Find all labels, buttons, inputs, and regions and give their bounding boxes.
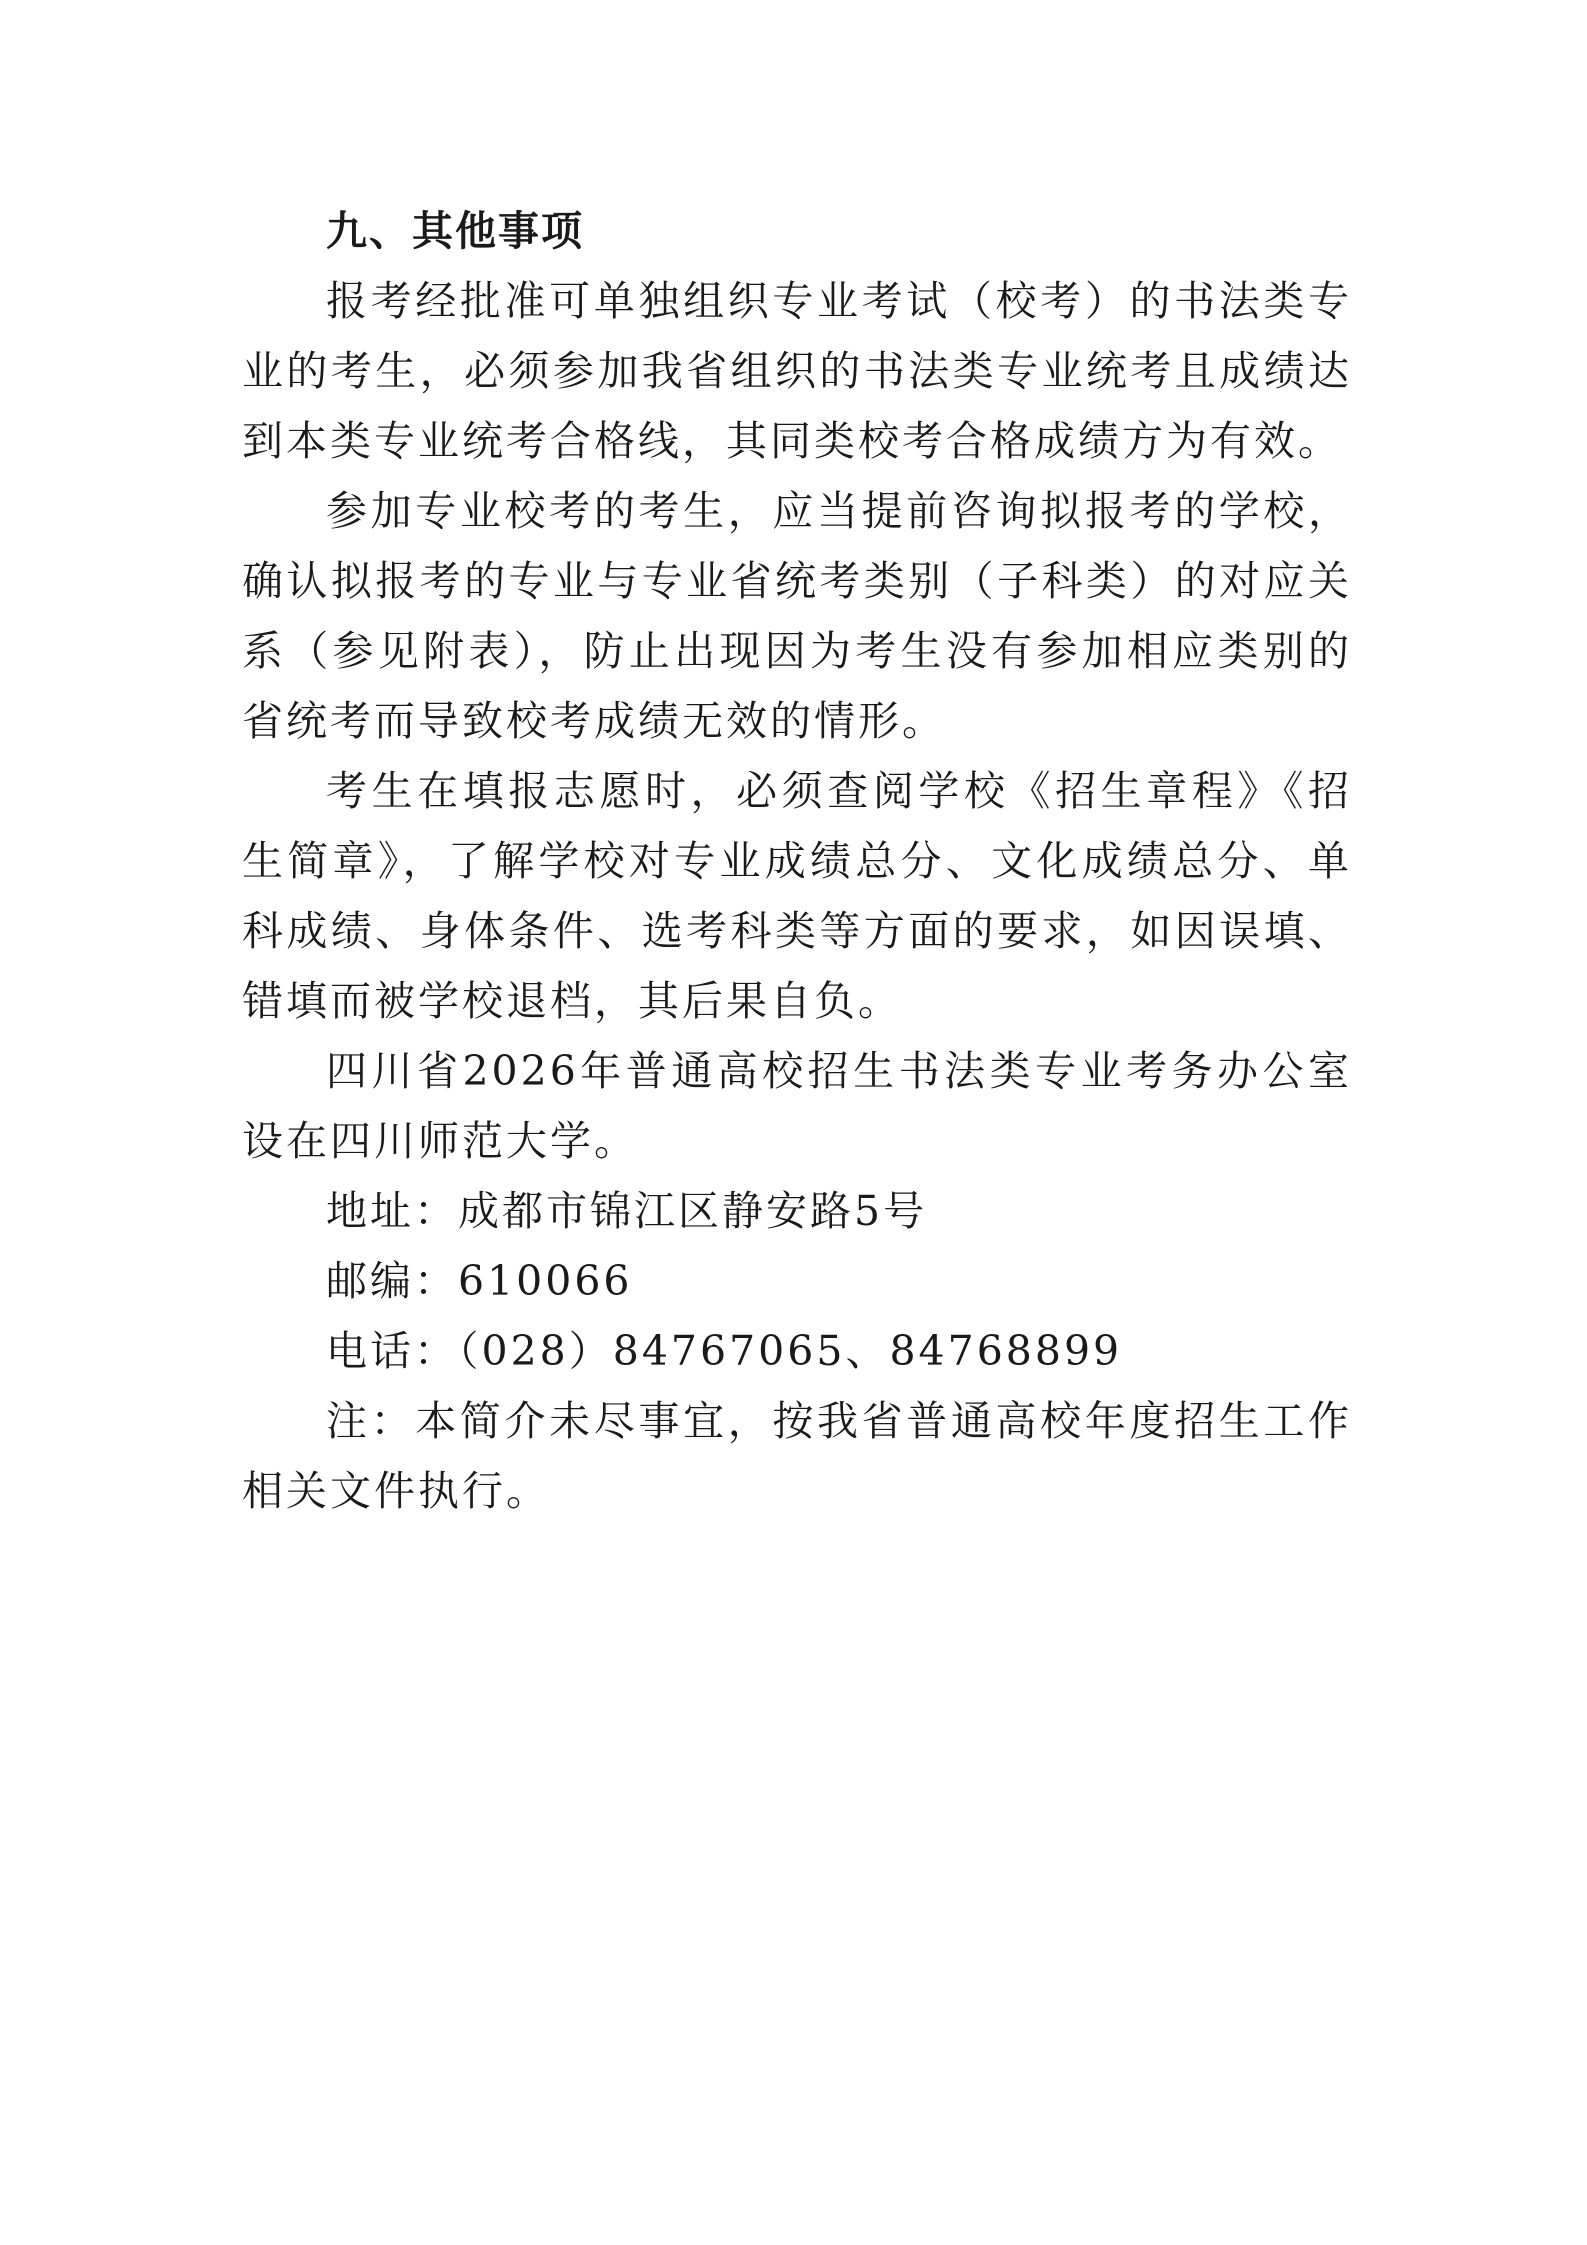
closing-note: 注：本简介未尽事宜，按我省普通高校年度招生工作相关文件执行。	[242, 1397, 1352, 1515]
paragraph-exam-validity: 报考经批准可单独组织专业考试（校考）的书法类专业的考生，必须参加我省组织的书法类专业统考且成绩达到本类专业统考合格线，其同类校考合格成绩方为有效。	[242, 277, 1352, 465]
contact-address: 地址：成都市锦江区静安路5号	[326, 1187, 928, 1235]
contact-phone: 电话：（028）84767065、84768899	[326, 1327, 1123, 1375]
paragraph-application-requirements: 考生在填报志愿时，必须查阅学校《招生章程》《招生简章》，了解学校对专业成绩总分、文化成绩总分、单科成绩、身体条件、选考科类等方面的要求，如因误填、错填而被学校退档，其后果自负。	[242, 767, 1352, 1025]
paragraph-school-exam-consult: 参加专业校考的考生，应当提前咨询拟报考的学校，确认拟报考的专业与专业省统考类别（子科类）的对应关系（参见附表），防止出现因为考生没有参加相应类别的省统考而导致校考成绩无效的情形。	[242, 487, 1352, 745]
contact-postcode: 邮编：610066	[326, 1257, 633, 1305]
paragraph-exam-office: 四川省2026年普通高校招生书法类专业考务办公室设在四川师范大学。	[242, 1047, 1352, 1165]
section-heading: 九、其他事项	[326, 207, 584, 255]
document-body	[242, 196, 1352, 1526]
